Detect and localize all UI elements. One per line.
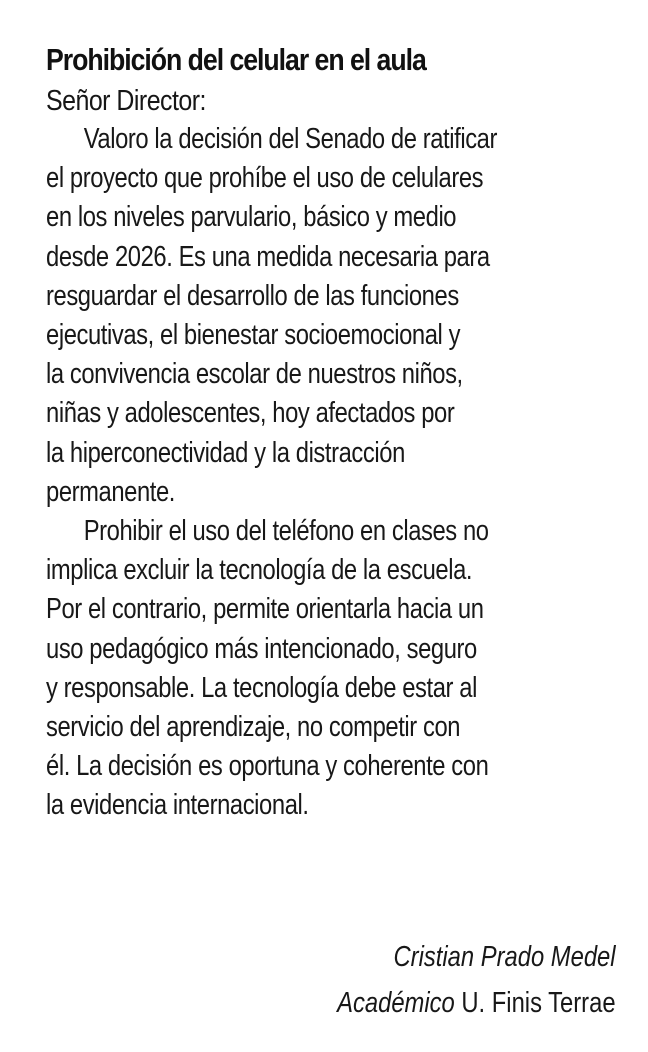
paragraph-line: y responsable. La tecnología debe estar al [46,671,477,704]
paragraph-line: niñas y adolescentes, hoy afectados por [46,397,455,430]
paragraph-line: uso pedagógico más intencionado, seguro [46,632,477,665]
letter-paragraph-2 [46,512,618,826]
paragraph-line: él. La decisión es oportuna y coherente con [46,750,489,783]
paragraph-line: resguardar el desarrollo de las funciones [46,279,459,312]
paragraph-line: Prohibir el uso del teléfono en clases no [83,515,489,548]
letter-salutation: Señor Director: [46,85,206,117]
paragraph-line: desde 2026. Es una medida necesaria para [46,240,490,273]
paragraph-line: servicio del aprendizaje, no competir con [46,711,461,744]
author-role: Académico [337,987,456,1019]
letter-headline: Prohibición del celular en el aula [46,42,426,77]
paragraph-line: implica excluir la tecnología de la escuela. [46,554,473,587]
paragraph-line: la hiperconectividad y la distracción [46,436,405,469]
letter-signature [276,934,616,1026]
author-institution: U. Finis Terrae [461,987,616,1019]
paragraph-line: el proyecto que prohíbe el uso de celulares [46,162,484,195]
paragraph-line: la evidencia internacional. [46,789,309,822]
paragraph-line: Valoro la decisión del Senado de ratificar [83,123,498,155]
paragraph-line: permanente. [46,475,176,508]
author-name: Cristian Prado Medel [393,941,616,973]
paragraph-line: Por el contrario, permite orientarla hacia un [46,593,484,626]
letter-paragraph-1 [46,120,618,512]
paragraph-line: la convivencia escolar de nuestros niños, [46,358,463,391]
author-affiliation [338,980,616,1026]
letter-to-editor [46,38,618,826]
paragraph-line: ejecutivas, el bienestar socioemocional y [46,319,461,352]
paragraph-line: en los niveles parvulario, básico y medio [46,201,457,234]
